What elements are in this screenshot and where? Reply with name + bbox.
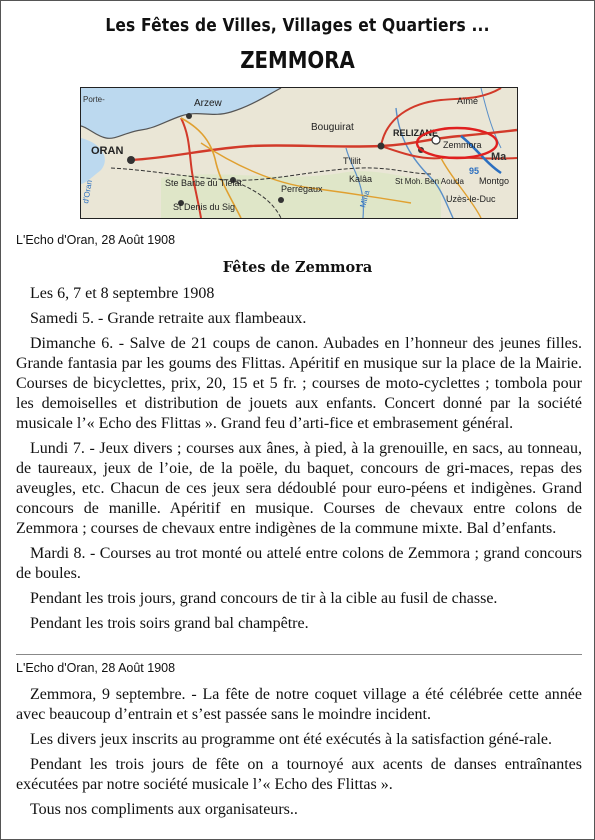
- map-graphic: [81, 88, 517, 218]
- map-label-bouguirat: Bouguirat: [311, 122, 354, 133]
- map-label-ma: Ma: [491, 151, 507, 163]
- map-label-loran: d'Oran: [81, 179, 95, 205]
- article2-paragraph: Les divers jeux inscrits au programme ont été exécutés à la satisfaction géné-rale.: [30, 731, 553, 748]
- map-label-porte: Porte-: [83, 95, 105, 104]
- map-label-aouda: St Moh. Ben Aouda: [395, 177, 464, 186]
- article2-paragraph: Tous nos compliments aux organisateurs..: [30, 801, 298, 818]
- article1-paragraph: Samedi 5. - Grande retraite aux flambeaux.: [30, 310, 307, 327]
- article1-paragraph: Les 6, 7 et 8 septembre 1908: [30, 285, 215, 302]
- map-label-tliliat: T'lilit: [343, 156, 361, 166]
- town-title: ZEMMORA: [240, 48, 355, 74]
- map-label-arzew: Arzew: [194, 98, 222, 109]
- article1-paragraph: Mardi 8. - Courses au trot monté ou attelé entre colons de Zemmora ; grand concours de boules.: [16, 545, 582, 582]
- region-map: [80, 87, 518, 219]
- map-label-relizane: RELIZANE: [393, 128, 438, 138]
- map-label-montgo: Montgo: [479, 176, 510, 186]
- article2-paragraph: Pendant les trois jours de fête on a tournoyé aux acents de danses entraînantes exécutées par notre société musicale l’« Echo des Flittas ».: [16, 756, 582, 793]
- map-label-barbe: Ste Barbe du Tlélat: [165, 178, 242, 188]
- map-label-kalaa: Kalâa: [349, 174, 373, 184]
- article2-source: L'Echo d'Oran, 28 Août 1908: [16, 661, 176, 675]
- article1-paragraph: Pendant les trois jours, grand concours de tir à la cible au fusil de chasse.: [30, 590, 498, 607]
- article1-paragraph: Dimanche 6. - Salve de 21 coups de canon. Aubades en l’honneur des jeunes filles. Grande fantasia par les goums des Flittas. Apéritif en musique sur la place de la Mairie. Courses de bicyclettes, prix, 20, 15 et 5 fr. ; courses de moto-cyclettes ; tombola pour les demoiselles et distribution de jouets aux enfants. Concert donné par la société musicale l’« Echo des Flittas ». Grand feu d’arti-fice et embrasement général.: [16, 335, 582, 432]
- map-label-perregaux: Perrégaux: [281, 184, 323, 194]
- section-divider: [16, 654, 582, 655]
- map-label-road95: 95: [469, 166, 480, 176]
- article1-title: Fêtes de Zemmora: [222, 259, 373, 276]
- map-label-ouzes: Uzès-le-Duc: [446, 194, 496, 204]
- map-label-oran: ORAN: [91, 145, 124, 157]
- page-title: Les Fêtes de Villes, Villages et Quartiers ...: [105, 15, 490, 36]
- map-label-denis: St Denis du Sig: [173, 202, 236, 212]
- article2-body: [16, 685, 582, 825]
- article2-paragraph: Zemmora, 9 septembre. - La fête de notre coquet village a été célébrée cette année avec beaucoup d’entrain et s’est passée sans le moindre incident.: [16, 686, 582, 723]
- article1-body: [16, 284, 582, 639]
- map-label-oued: Mina: [358, 189, 372, 209]
- map-label-aime: Aïmé: [457, 96, 479, 106]
- article1-source: L'Echo d'Oran, 28 Août 1908: [16, 233, 176, 247]
- article1-paragraph: Lundi 7. - Jeux divers ; courses aux ânes, à pied, à la grenouille, en sacs, au tonneau, de taureaux, jeux de l’oie, de la poële, du baquet, concours de gri-maces, repas des aveugles, etc. Chacun de ces jeux sera dédoublé pour euro-péens et indigènes. Grand concours de manille. Apéritif en musique. Courses de chevaux entre colons de Zemmora ; courses de chevaux entre indigènes de la commune mixte. Bal d’enfants.: [16, 440, 582, 537]
- map-label-zemmora: Zemmora: [443, 140, 482, 150]
- article1-paragraph: Pendant les trois soirs grand bal champêtre.: [30, 615, 309, 632]
